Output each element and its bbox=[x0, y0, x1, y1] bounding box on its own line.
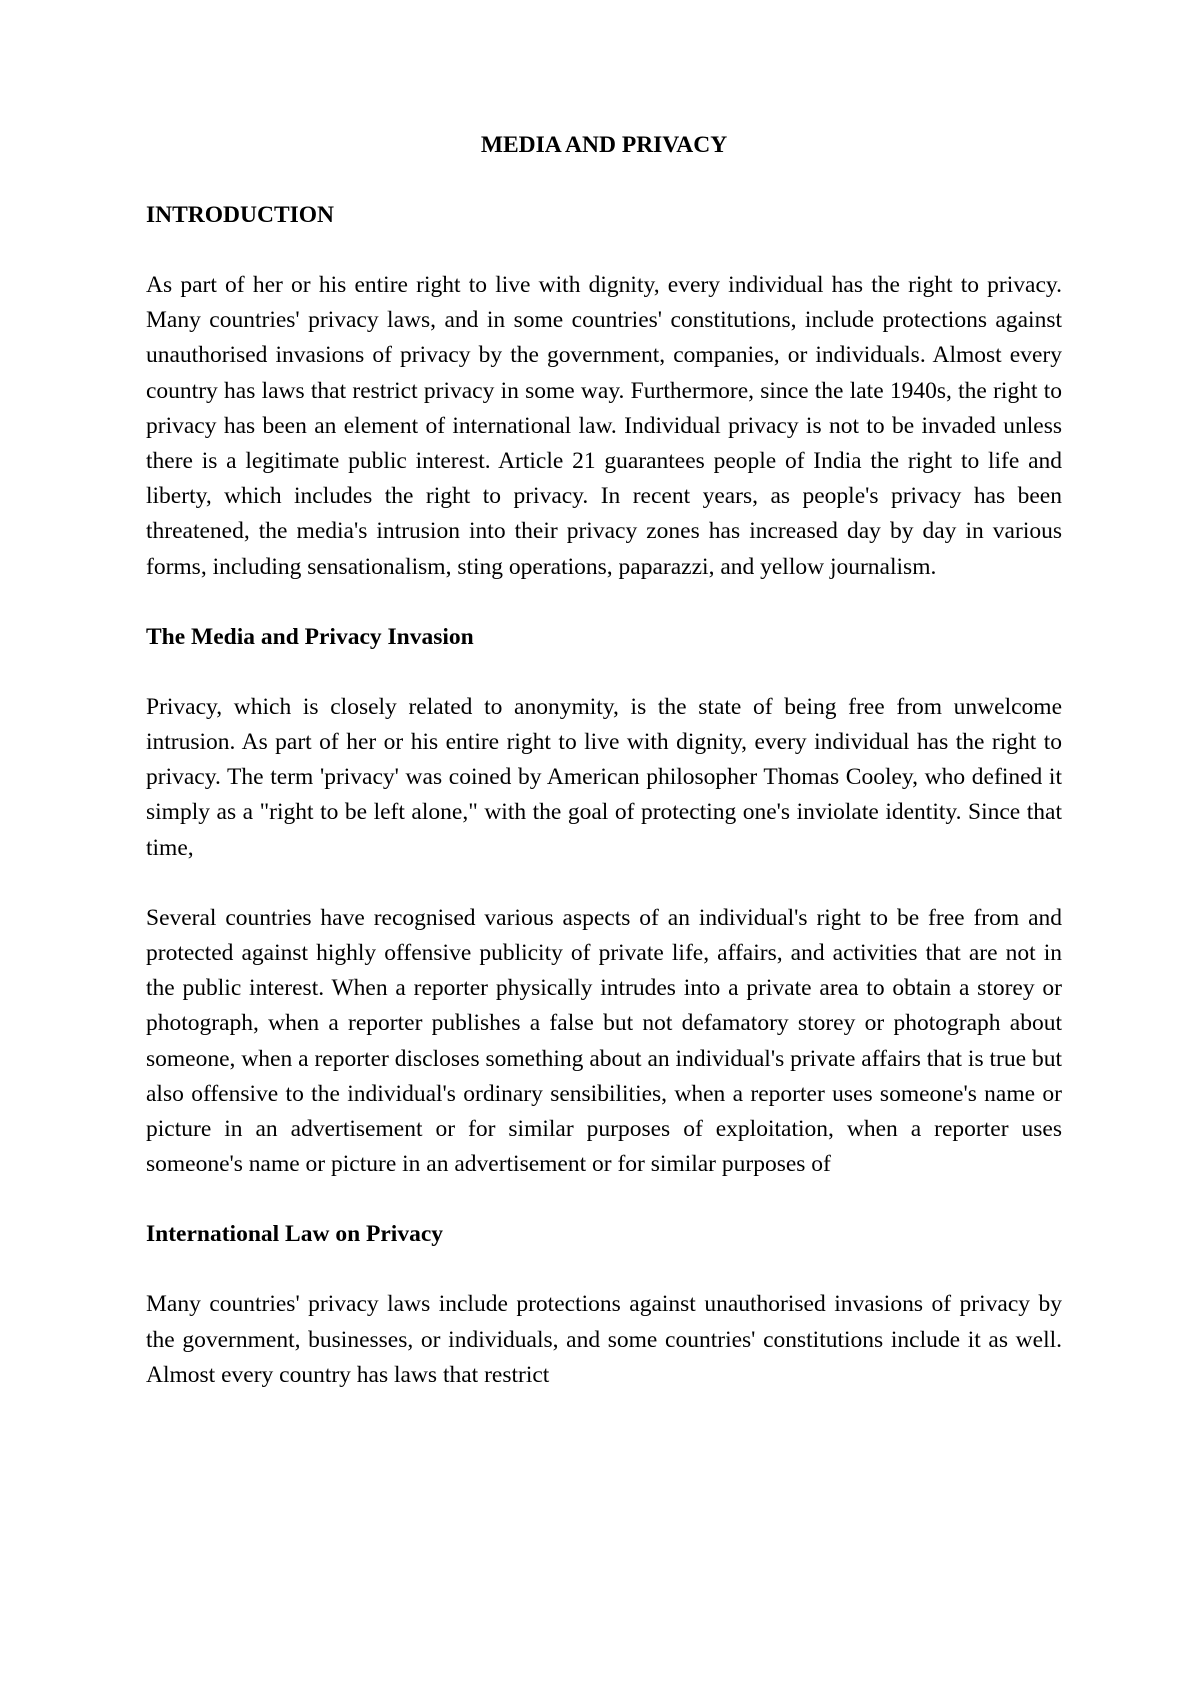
media-privacy-paragraph-2: Several countries have recognised various aspects of an individual's right to be free from and protected against highly offensive publicity of private life, affairs, and activities that are not in the public interest. When a reporter physically intrudes into a private area to obtain a storey or photograph, when a reporter publishes a false but not defamatory storey or photograph about someone, when a reporter discloses something about an individual's private affairs that is true but also offensive to the individual's ordinary sensibilities, when a reporter uses someone's name or picture in an advertisement or for similar purposes of exploitation, when a reporter uses someone's name or picture in an advertisement or for similar purposes of bbox=[146, 904, 1062, 1178]
international-law-paragraph: Many countries' privacy laws include protections against unauthorised invasions of privacy by the government, businesses, or individuals, and some countries' constitutions include it as well. Almost every country has laws that restrict bbox=[146, 1291, 1062, 1388]
document-title: MEDIA AND PRIVACY bbox=[480, 132, 728, 158]
section-heading-introduction: INTRODUCTION bbox=[146, 202, 335, 228]
section-heading-international-law: International Law on Privacy bbox=[146, 1221, 444, 1248]
media-privacy-paragraph-1: Privacy, which is closely related to anonymity, is the state of being free from unwelcome intrusion. As part of her or his entire right to live with dignity, every individual has the right to privacy. The term 'privacy' was coined by American philosopher Thomas Cooley, who defined it simply as a "right to be left alone," with the goal of protecting one's inviolate identity. Since that time, bbox=[146, 693, 1062, 861]
section-heading-media-privacy-invasion: The Media and Privacy Invasion bbox=[146, 623, 474, 650]
document-page bbox=[146, 128, 1062, 1428]
introduction-paragraph: As part of her or his entire right to live with dignity, every individual has the right to privacy. Many countries' privacy laws, and in some countries' constitutions, include protections against unauthorised invasions of privacy by the government, companies, or individuals. Almost every country has laws that restrict privacy in some way. Furthermore, since the late 1940s, the right to privacy has been an element of international law. Individual privacy is not to be invaded unless there is a legitimate public interest. Article 21 guarantees people of India the right to life and liberty, which includes the right to privacy. In recent years, as people's privacy has been threatened, the media's intrusion into their privacy zones has increased day by day in various forms, including sensationalism, sting operations, paparazzi, and yellow journalism. bbox=[146, 272, 1062, 580]
